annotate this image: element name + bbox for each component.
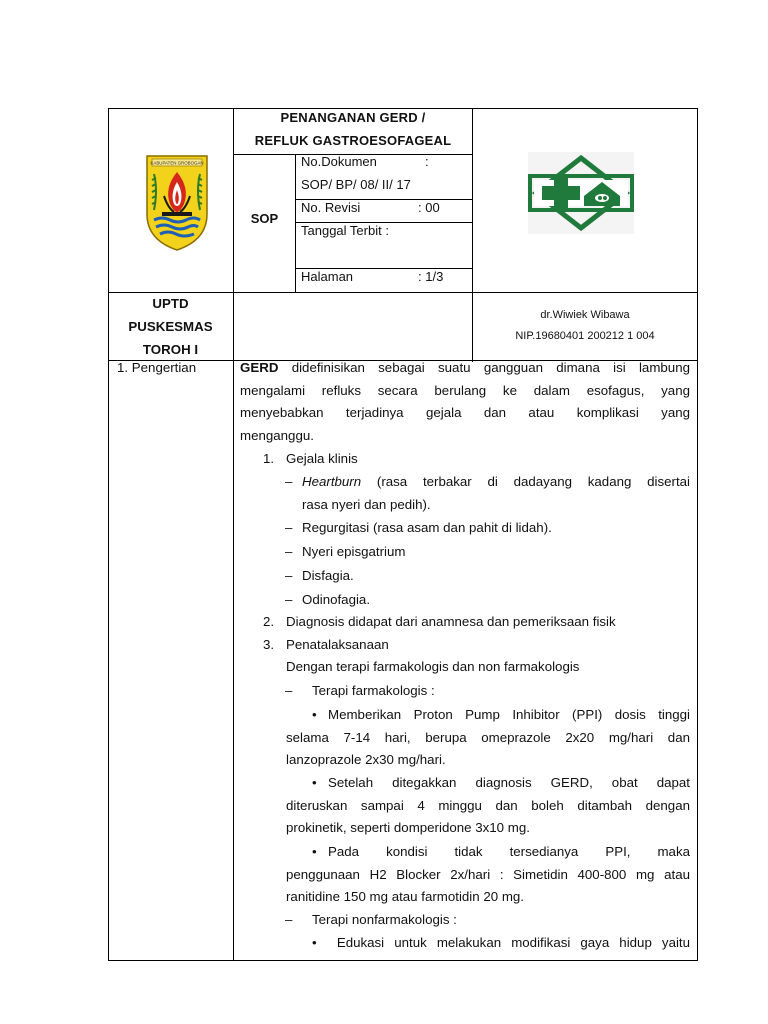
bullet-h2-line-2: penggunaan H2 Blocker 2x/hari : Simetidin 400-800 mg atau (286, 866, 690, 882)
body-border-bottom (108, 960, 698, 961)
symptom-nyeri: Nyeri episgatrium (302, 544, 406, 559)
doc-number-label: No.Dokumen : (301, 154, 429, 169)
list-item-2-number: 2. (263, 614, 275, 629)
puskesmas-cross-icon (528, 152, 634, 234)
page-value: : 1/3 (418, 269, 444, 284)
signer-name: dr.Wiwiek Wibawa (540, 309, 630, 321)
bullet-h2-line-1: • Pada kondisi tidak tersedianya PPI, maka (312, 844, 690, 859)
bullet-ppi-line-2: selama 7-14 hari, berupa omeprazole 2x20 mg/hari dan (286, 729, 690, 745)
nonpharmacologic-label: Terapi nonfarmakologis : (312, 912, 457, 927)
pharmacologic-label: Terapi farmakologis : (312, 683, 435, 698)
list-item-2: Diagnosis didapat dari anamnesa dan pemeriksaan fisik (286, 614, 616, 629)
sop-label: SOP (250, 211, 279, 226)
list-item-1-number: 1. (263, 451, 275, 466)
bullet-education-line-1: • Edukasi untuk melakukan modifikasi gaya hidup yaitu (312, 935, 691, 950)
symptom-odinofagia: Odinofagia. (302, 592, 371, 607)
org-line-3: TOROH I (142, 342, 199, 357)
dash-marker: – (285, 683, 293, 698)
revision-label: No. Revisi : 00 (301, 200, 440, 215)
bullet-ppi (286, 704, 690, 772)
organization-name (108, 292, 233, 361)
bullet-gerd-diagnosis (286, 772, 690, 840)
table-divider-2 (472, 108, 473, 362)
list-item-3-subtitle: Dengan terapi farmakologis dan non farmakologis (286, 659, 580, 674)
list-item-1: Gejala klinis (286, 451, 358, 466)
regency-crest-icon (144, 152, 210, 252)
intro-line-1: GERD didefinisikan sebagai suatu gangguan dimana isi lambung (240, 360, 690, 375)
revision-value: : 00 (418, 200, 440, 215)
table-border-right (697, 108, 698, 362)
dash-marker: – (285, 520, 293, 535)
signer-nip: NIP.19680401 200212 1 004 (515, 330, 655, 342)
body-border-right (697, 360, 698, 961)
dash-marker: – (285, 474, 293, 489)
org-line-2: PUSKESMAS (128, 319, 213, 334)
doc-number-value: SOP/ BP/ 08/ II/ 17 (301, 177, 411, 192)
issued-date-label: Tanggal Terbit : (301, 223, 389, 238)
org-line-1: UPTD (152, 296, 189, 311)
dash-marker: – (285, 912, 293, 927)
bullet-gerd-line-1: • Setelah ditegakkan diagnosis GERD, obat dapat (312, 775, 690, 790)
bullet-education (312, 932, 690, 955)
bullet-gerd-line-2: diteruskan sampai 4 minggu dan boleh ditambah dengan (286, 797, 690, 813)
symptom-disfagia: Disfagia. (302, 568, 354, 583)
document-title-line1: PENANGANAN GERD / (280, 110, 426, 125)
intro-line-2: mengalami refluks secara berulang ke dalam esofagus, yang (240, 382, 690, 398)
page-label: Halaman : 1/3 (301, 269, 444, 284)
dash-marker: – (285, 544, 293, 559)
bullet-ppi-line-3: lanzoprazole 2x30 mg/hari. (286, 752, 446, 768)
dash-marker: – (285, 568, 293, 583)
list-item-3: Penatalaksanaan (286, 637, 389, 652)
body-border-left (108, 360, 109, 961)
intro-line-4: menganggu. (240, 427, 314, 443)
doc-number-colon: : (425, 154, 429, 169)
symptom-heartburn-line-1: Heartburn (rasa terbakar di dadayang kadang disertai (302, 474, 691, 489)
body-divider (233, 360, 234, 961)
bullet-ppi-line-1: • Memberikan Proton Pump Inhibitor (PPI) dosis tinggi (312, 707, 690, 722)
table-border-top (108, 108, 698, 109)
intro-line-3: menyebabkan terjadinya gejala dan atau komplikasi yang (240, 405, 690, 421)
bullet-h2-blocker (286, 841, 690, 909)
bullet-gerd-line-3: prokinetik, seperti domperidone 3x10 mg. (286, 820, 530, 836)
symptom-regurgitasi: Regurgitasi (rasa asam dan pahit di lidah). (302, 520, 552, 535)
section-label: 1. Pengertian (117, 360, 197, 375)
table-divider-sop (295, 154, 296, 292)
bullet-h2-line-3: ranitidine 150 mg atau farmotidin 20 mg. (286, 889, 525, 905)
table-divider-1 (233, 108, 234, 362)
svg-text:KABUPATEN GROBOGAN: KABUPATEN GROBOGAN (150, 160, 204, 166)
list-item-3-number: 3. (263, 637, 275, 652)
symptom-heartburn (302, 471, 690, 516)
intro-paragraph (240, 357, 690, 447)
document-title-line2: REFLUK GASTROESOFAGEAL (254, 133, 452, 148)
symptom-heartburn-line-2: rasa nyeri dan pedih). (302, 496, 431, 512)
dash-marker: – (285, 592, 293, 607)
